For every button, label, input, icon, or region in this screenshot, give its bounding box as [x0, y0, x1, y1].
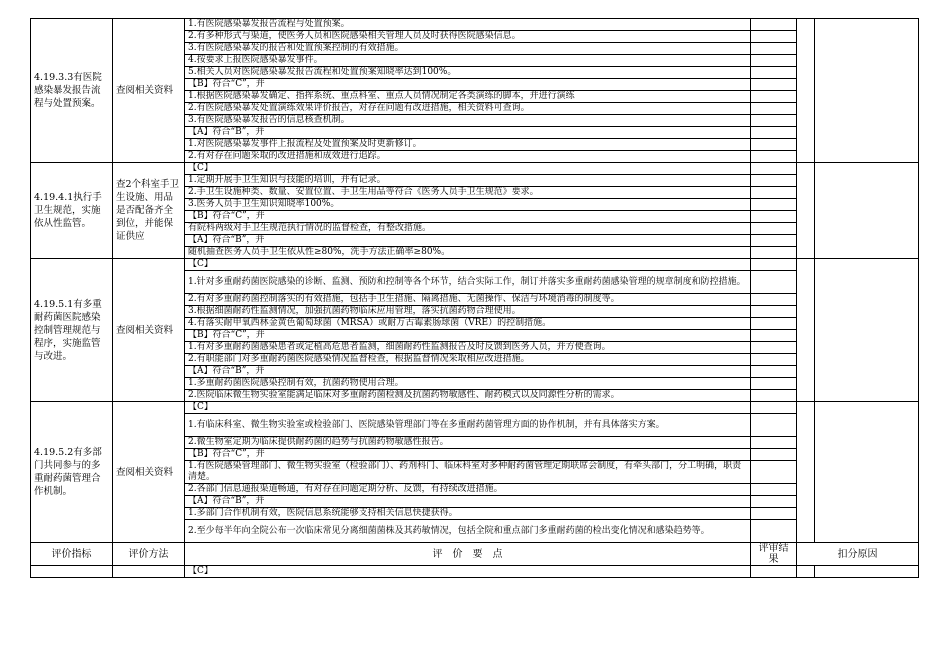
- result-cell[interactable]: [751, 91, 797, 103]
- evaluation-point: 有院科两级对手卫生规范执行情况的监督检查，有整改措施。: [185, 223, 751, 235]
- result-cell[interactable]: [751, 55, 797, 67]
- evaluation-point: 【C】: [185, 402, 751, 414]
- result-cell[interactable]: [751, 484, 797, 496]
- result-cell[interactable]: [751, 354, 797, 366]
- result-cell[interactable]: [751, 461, 797, 484]
- header-reason: 扣分原因: [797, 543, 919, 566]
- header-method: 评价方法: [113, 543, 185, 566]
- table-body: [31, 19, 919, 578]
- evaluation-point: 2.至少每半年向全院公布一次临床常见分离细菌菌株及其药敏情况，包括全院和重点部门多重耐药菌的检出变化情况和感染趋势等。: [185, 520, 751, 543]
- deduction-reason-cell[interactable]: [815, 402, 919, 543]
- evaluation-point: 随机抽查医务人员手卫生依从性≥80%，洗手方法正确率≥80%。: [185, 247, 751, 259]
- evaluation-point: 【B】符合“C”，并: [185, 449, 751, 461]
- header-result: 评审结果: [751, 543, 797, 566]
- result-cell[interactable]: [751, 211, 797, 223]
- evaluation-point: 2.有对存在问题采取的改进措施和成效进行追踪。: [185, 151, 751, 163]
- result-cell[interactable]: [751, 496, 797, 508]
- result-cell[interactable]: [751, 187, 797, 199]
- result-cell[interactable]: [751, 235, 797, 247]
- result-cell[interactable]: [751, 103, 797, 115]
- result-cell[interactable]: [751, 19, 797, 31]
- method-cell: 查2个科室手卫生设施、用品是否配备齐全到位，并能保证供应: [113, 163, 185, 259]
- result-cell[interactable]: [751, 151, 797, 163]
- evaluation-point: 2.各部门信息通报渠道畅通，有对存在问题定期分析、反馈，有持续改进措施。: [185, 484, 751, 496]
- evaluation-point: 1.针对多重耐药菌医院感染的诊断、监测、预防和控制等各个环节，结合实际工作，制订并落实多重耐药菌感染管理的规章制度和防控措施。: [185, 271, 751, 294]
- evaluation-point: 1.多重耐药菌医院感染控制有效，抗菌药物使用合理。: [185, 378, 751, 390]
- table-row: [31, 402, 919, 414]
- result-cell[interactable]: [751, 390, 797, 402]
- result-cell[interactable]: [751, 79, 797, 91]
- evaluation-point: 1.定期开展手卫生知识与技能的培训，并有记录。: [185, 175, 751, 187]
- result-cell[interactable]: [751, 566, 797, 578]
- header-points: 评 价 要 点: [185, 543, 751, 566]
- table-row: [31, 259, 919, 271]
- result-cell[interactable]: [751, 402, 797, 414]
- result-cell[interactable]: [751, 378, 797, 390]
- evaluation-point: 3.根据细菌耐药性监测情况，加强抗菌药物临床应用管理，落实抗菌药物合理使用。: [185, 306, 751, 318]
- evaluation-point: 3.有医院感染暴发的报告和处置预案控制的有效措施。: [185, 43, 751, 55]
- evaluation-point: 3.有医院感染暴发报告的信息核查机制。: [185, 115, 751, 127]
- spacer-cell: [797, 566, 815, 578]
- result-cell[interactable]: [751, 508, 797, 520]
- evaluation-point: 2.医院临床微生物实验室能满足临床对多重耐药菌检测及抗菌药物敏感性、耐药模式以及同源性分析的需求。: [185, 390, 751, 402]
- evaluation-point: 4.按要求上报医院感染暴发事件。: [185, 55, 751, 67]
- evaluation-point: 2.手卫生设施种类、数量、安置位置、手卫生用品等符合《医务人员手卫生规范》要求。: [185, 187, 751, 199]
- result-cell[interactable]: [751, 449, 797, 461]
- result-cell[interactable]: [751, 294, 797, 306]
- evaluation-point: 【B】符合“C”，并: [185, 330, 751, 342]
- indicator-cell: [31, 566, 113, 578]
- result-cell[interactable]: [751, 247, 797, 259]
- result-cell[interactable]: [751, 163, 797, 175]
- result-cell[interactable]: [751, 330, 797, 342]
- spacer-cell: [797, 19, 815, 163]
- evaluation-point: 1.有医院感染暴发报告流程与处置预案。: [185, 19, 751, 31]
- evaluation-point: 1.根据医院感染暴发确定、指挥系统、重点科室、重点人员情况制定各类演练的脚本，并进行演练: [185, 91, 751, 103]
- evaluation-point: 1.有医院感染管理部门、微生物实验室（检验部门）、药剂科门、临床科室对多种耐药菌管理定期联席会制度，有牵头部门，分工明确，职责清楚。: [185, 461, 751, 484]
- result-cell[interactable]: [751, 139, 797, 151]
- indicator-cell: 4.19.5.1有多重耐药菌医院感染控制管理规范与程序，实施监管与改进。: [31, 259, 113, 402]
- evaluation-point: 【A】符合“B”，并: [185, 127, 751, 139]
- method-cell: 查阅相关资料: [113, 19, 185, 163]
- evaluation-point: 【A】符合“B”，并: [185, 496, 751, 508]
- method-cell: 查阅相关资料: [113, 402, 185, 543]
- deduction-reason-cell[interactable]: [815, 163, 919, 259]
- evaluation-point: 2.有多种形式与渠道，使医务人员和医院感染相关管理人员及时获得医院感染信息。: [185, 31, 751, 43]
- evaluation-sheet: [30, 18, 918, 578]
- evaluation-point: 【B】符合“C”，并: [185, 211, 751, 223]
- evaluation-point: 【A】符合“B”，并: [185, 366, 751, 378]
- evaluation-point: 1.有临床科室、微生物实验室或检验部门、医院感染管理部门等在多重耐药菌管理方面的协作机制，并有具体落实方案。: [185, 414, 751, 437]
- header-indicator: 评价指标: [31, 543, 113, 566]
- result-cell[interactable]: [751, 366, 797, 378]
- evaluation-point: 3.医务人员手卫生知识知晓率100%。: [185, 199, 751, 211]
- spacer-cell: [797, 163, 815, 259]
- result-cell[interactable]: [751, 318, 797, 330]
- result-cell[interactable]: [751, 271, 797, 294]
- evaluation-point: 1.对医院感染暴发事件上报流程及处置预案及时更新修订。: [185, 139, 751, 151]
- evaluation-point: 2.有职能部门对多重耐药菌医院感染情况监督检查，根据监督情况采取相应改进措施。: [185, 354, 751, 366]
- evaluation-point: 2.有对多重耐药菌控制落实的有效措施，包括手卫生措施、隔离措施、无菌操作、保洁与环境消毒的制度等。: [185, 294, 751, 306]
- evaluation-point: 2.微生物室定期为临床提供耐药菌的趋势与抗菌药物敏感性报告。: [185, 437, 751, 449]
- result-cell[interactable]: [751, 175, 797, 187]
- evaluation-point: 1.有对多重耐药菌感染患者或定植高危患者监测，细菌耐药性监测报告及时反馈到医务人员，并方便查询。: [185, 342, 751, 354]
- evaluation-point: 【C】: [185, 566, 751, 578]
- method-cell: 查阅相关资料: [113, 259, 185, 402]
- result-cell[interactable]: [751, 31, 797, 43]
- evaluation-point: 【A】符合“B”，并: [185, 235, 751, 247]
- result-cell[interactable]: [751, 43, 797, 55]
- evaluation-point: 1.多部门合作机制有效，医院信息系统能够支持相关信息快捷获得。: [185, 508, 751, 520]
- result-cell[interactable]: [751, 199, 797, 211]
- table-row: [31, 19, 919, 31]
- table-row: [31, 163, 919, 175]
- evaluation-point: 2.有医院感染暴发处置演练效果评价报告，对存在问题有改进措施，相关资料可查询。: [185, 103, 751, 115]
- evaluation-point: 【B】符合“C”，并: [185, 79, 751, 91]
- result-cell[interactable]: [751, 67, 797, 79]
- indicator-cell: 4.19.4.1执行手卫生规范，实施依从性监管。: [31, 163, 113, 259]
- result-cell[interactable]: [751, 414, 797, 437]
- indicator-cell: 4.19.5.2有多部门共同参与的多重耐药菌管理合作机制。: [31, 402, 113, 543]
- spacer-cell: [797, 259, 815, 402]
- evaluation-point: 5.相关人员对医院感染暴发报告流程和处置预案知晓率达到100%。: [185, 67, 751, 79]
- deduction-reason-cell[interactable]: [815, 566, 919, 578]
- result-cell[interactable]: [751, 115, 797, 127]
- evaluation-point: 4.有落实耐甲氧西林金黄色葡萄球菌（MRSA）或耐万古霉素肠球菌（VRE）的控制措施。: [185, 318, 751, 330]
- result-cell[interactable]: [751, 223, 797, 235]
- deduction-reason-cell[interactable]: [815, 19, 919, 163]
- evaluation-table: [30, 18, 919, 578]
- evaluation-point: 【C】: [185, 259, 751, 271]
- result-cell[interactable]: [751, 306, 797, 318]
- header-row: [31, 543, 919, 566]
- indicator-cell: 4.19.3.3有医院感染暴发报告流程与处置预案。: [31, 19, 113, 163]
- method-cell: [113, 566, 185, 578]
- result-cell[interactable]: [751, 259, 797, 271]
- result-cell[interactable]: [751, 520, 797, 543]
- table-row: [31, 566, 919, 578]
- evaluation-point: 【C】: [185, 163, 751, 175]
- result-cell[interactable]: [751, 127, 797, 139]
- deduction-reason-cell[interactable]: [815, 259, 919, 402]
- result-cell[interactable]: [751, 437, 797, 449]
- spacer-cell: [797, 402, 815, 543]
- result-cell[interactable]: [751, 342, 797, 354]
